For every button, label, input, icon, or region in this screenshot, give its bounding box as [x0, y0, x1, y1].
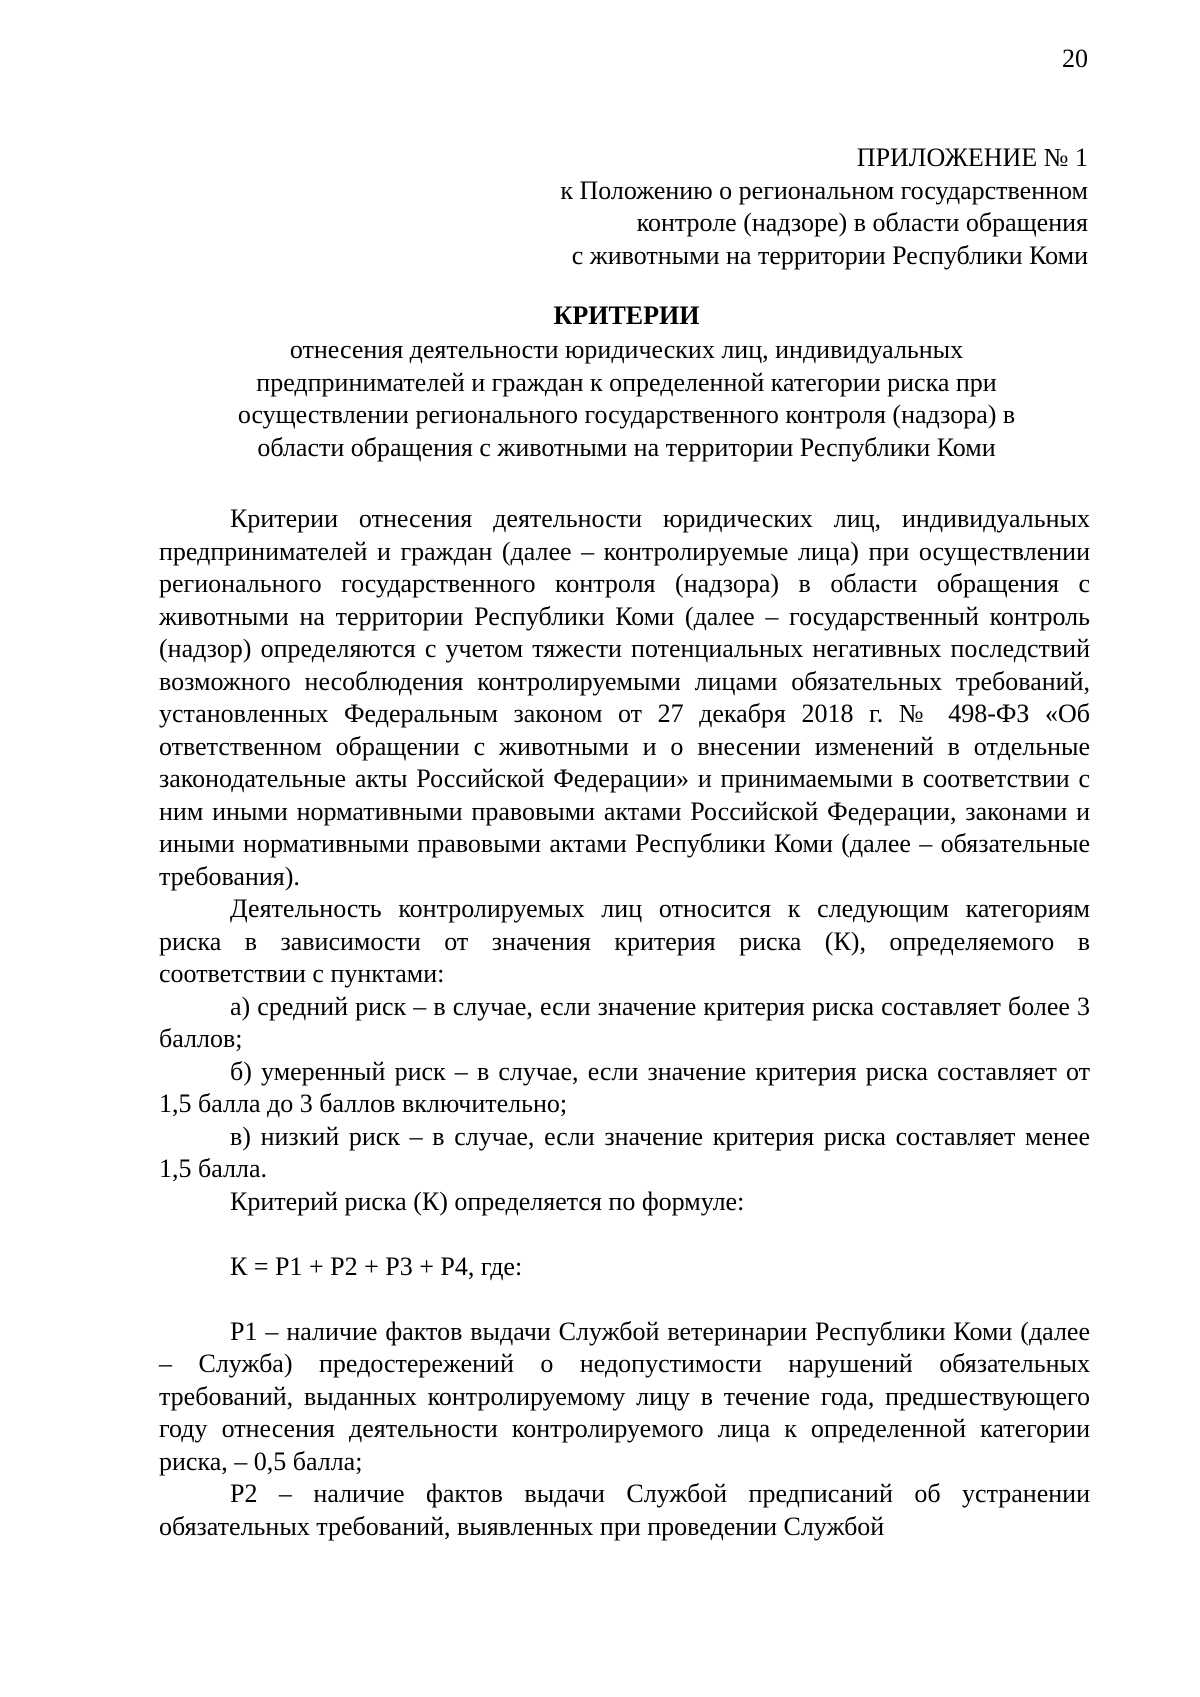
title-block	[165, 298, 1088, 464]
document-title: КРИТЕРИИ	[553, 301, 700, 330]
appendix-header	[560, 142, 1088, 272]
paragraph-p2: Р2 – наличие фактов выдачи Службой предписаний об устранении обязательных требований, выявленных при проведении Службой	[159, 1479, 1090, 1541]
paragraph-low-risk: в) низкий риск – в случае, если значение критерия риска составляет менее 1,5 балла.	[159, 1121, 1090, 1183]
page-number: 20	[1062, 44, 1088, 73]
appendix-line: с животными на территории Республики Коми	[571, 240, 1088, 270]
subtitle-line: области обращения с животными на территории Республики Коми	[257, 432, 996, 462]
appendix-line: контроле (надзоре) в области обращения	[636, 208, 1088, 237]
paragraph-medium-risk: а) средний риск – в случае, если значение критерия риска составляет более 3 баллов;	[159, 991, 1090, 1053]
paragraph-risk-categories: Деятельность контролируемых лиц относится к следующим категориям риска в зависимости от значения критерия риска (К), определяемого в соответствии с пунктами:	[159, 894, 1090, 988]
subtitle-line: отнесения деятельности юридических лиц, индивидуальных	[289, 335, 964, 364]
paragraph-p1: Р1 – наличие фактов выдачи Службой ветеринарии Республики Коми (далее – Служба) предостережений о недопустимости нарушений обязательных требований, выданных контролируемому лицу в течение года, предшествующего году отнесения деятельности контролируемого лица к определенной категории риска, – 0,5 балла;	[159, 1316, 1090, 1476]
paragraph-formula-intro: Критерий риска (К) определяется по формуле:	[230, 1186, 745, 1216]
paragraph-criteria-intro: Критерии отнесения деятельности юридических лиц, индивидуальных предпринимателей и граждан (далее – контролируемые лица) при осуществлении регионального государственного контроля (надзора) в области обращения с животными на территории Республики Коми (далее – государственный контроль (надзор) определяются с учетом тяжести потенциальных негативных последствий возможного несоблюдения контролируемыми лицами обязательных требований, установленных Федеральным законом от 27 декабря 2018 г. № 498-ФЗ «Об ответственном обращении с животными и о внесении изменений в отдельные законодательные акты Российской Федерации» и принимаемыми в соответствии с ним иными нормативными правовыми актами Российской Федерации, законами и иными нормативными правовыми актами Республики Коми (далее – обязательные требования).	[159, 504, 1090, 891]
appendix-line: к Положению о региональном государственном	[560, 175, 1088, 205]
paragraph-moderate-risk: б) умеренный риск – в случае, если значение критерия риска составляет от 1,5 балла до 3 баллов включительно;	[159, 1056, 1090, 1118]
subtitle-line: осуществлении регионального государственного контроля (надзора) в	[237, 400, 1016, 429]
document-subtitle	[165, 334, 1088, 464]
formula: К = Р1 + Р2 + Р3 + Р4, где:	[230, 1251, 523, 1281]
subtitle-line: предпринимателей и граждан к определенной категории риска при	[256, 367, 997, 397]
appendix-heading: ПРИЛОЖЕНИЕ № 1	[856, 143, 1088, 172]
document-body	[159, 503, 1090, 1543]
